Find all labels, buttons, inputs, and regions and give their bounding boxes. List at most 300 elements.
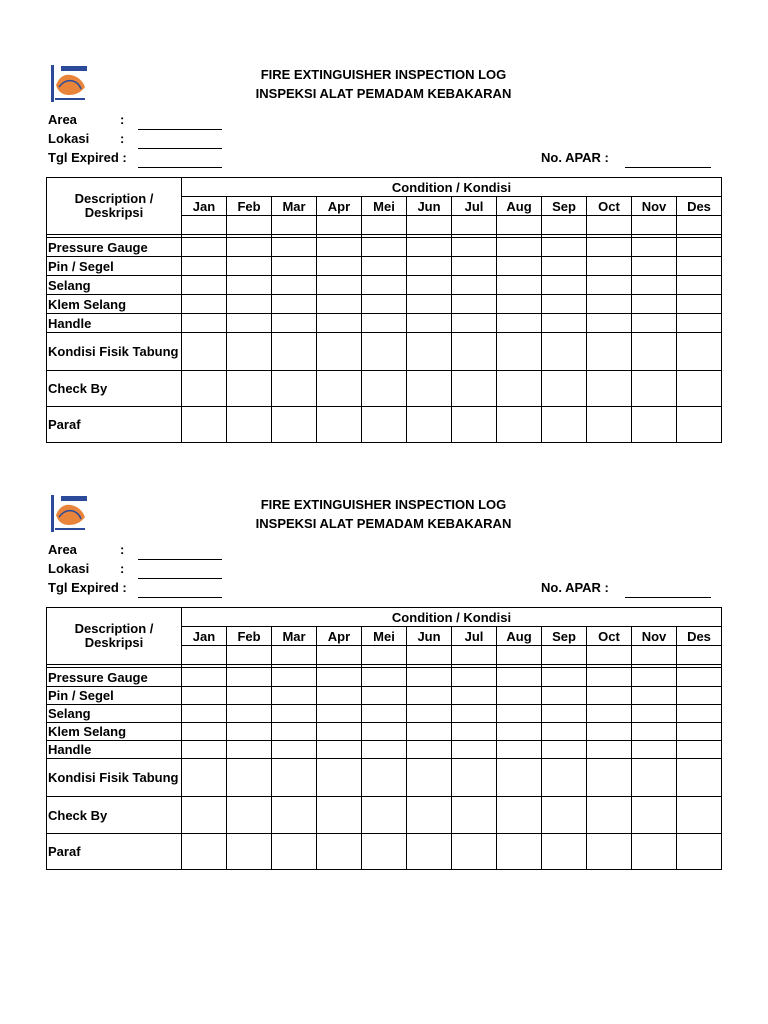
blank-cell[interactable] (587, 646, 632, 665)
check-cell[interactable] (587, 705, 632, 723)
check-cell[interactable] (632, 797, 677, 834)
check-cell[interactable] (272, 705, 317, 723)
check-cell[interactable] (497, 238, 542, 257)
check-cell[interactable] (227, 276, 272, 295)
check-cell[interactable] (452, 276, 497, 295)
check-cell[interactable] (362, 238, 407, 257)
check-cell[interactable] (542, 238, 587, 257)
check-cell[interactable] (542, 276, 587, 295)
check-cell[interactable] (497, 276, 542, 295)
check-cell[interactable] (542, 705, 587, 723)
lokasi-label: Lokasi (48, 131, 90, 146)
month-header-mei: Mei (362, 197, 407, 216)
table-row (47, 314, 722, 333)
area-label: Area (48, 542, 77, 557)
blank-cell[interactable] (362, 646, 407, 665)
check-cell[interactable] (407, 759, 452, 797)
blank-cell[interactable] (407, 646, 452, 665)
month-header-aug: Aug (497, 197, 542, 216)
month-header-des: Des (677, 197, 722, 216)
check-cell[interactable] (452, 797, 497, 834)
check-cell[interactable] (452, 834, 497, 870)
lokasi-field[interactable] (138, 148, 222, 149)
table-row (47, 276, 722, 295)
check-cell[interactable] (632, 687, 677, 705)
check-cell[interactable] (587, 687, 632, 705)
check-cell[interactable] (542, 371, 587, 407)
table-row (47, 333, 722, 371)
check-cell[interactable] (407, 687, 452, 705)
check-cell[interactable] (497, 295, 542, 314)
check-cell[interactable] (497, 759, 542, 797)
check-cell[interactable] (497, 371, 542, 407)
check-cell[interactable] (677, 295, 722, 314)
check-cell[interactable] (587, 238, 632, 257)
row-label: Klem Selang (47, 295, 182, 314)
check-cell[interactable] (317, 741, 362, 759)
row-label: Paraf (47, 407, 182, 443)
hand-logo-icon (51, 495, 88, 532)
check-cell[interactable] (452, 759, 497, 797)
month-header-jul: Jul (452, 197, 497, 216)
check-cell[interactable] (587, 668, 632, 687)
check-cell[interactable] (182, 238, 227, 257)
form-title-en: FIRE EXTINGUISHER INSPECTION LOG (260, 497, 507, 512)
check-cell[interactable] (182, 295, 227, 314)
check-cell[interactable] (317, 407, 362, 443)
table-row (47, 759, 722, 797)
blank-cell[interactable] (227, 646, 272, 665)
check-cell[interactable] (452, 371, 497, 407)
check-cell[interactable] (677, 668, 722, 687)
check-cell[interactable] (227, 333, 272, 371)
row-label: Paraf (47, 834, 182, 870)
check-cell[interactable] (227, 257, 272, 276)
blank-cell[interactable] (677, 216, 722, 235)
check-cell[interactable] (362, 668, 407, 687)
no-apar-label: No. APAR : (541, 580, 609, 595)
month-header-jun: Jun (407, 197, 452, 216)
check-cell[interactable] (542, 797, 587, 834)
check-cell[interactable] (452, 705, 497, 723)
check-cell[interactable] (587, 741, 632, 759)
table-row (47, 407, 722, 443)
check-cell[interactable] (182, 741, 227, 759)
no-apar-field[interactable] (625, 597, 711, 598)
check-cell[interactable] (632, 257, 677, 276)
check-cell[interactable] (407, 257, 452, 276)
area-field[interactable] (138, 129, 222, 130)
check-cell[interactable] (632, 333, 677, 371)
check-cell[interactable] (452, 668, 497, 687)
check-cell[interactable] (542, 314, 587, 333)
check-cell[interactable] (227, 797, 272, 834)
table-row (47, 668, 722, 687)
check-cell[interactable] (497, 797, 542, 834)
check-cell[interactable] (272, 238, 317, 257)
check-cell[interactable] (542, 741, 587, 759)
check-cell[interactable] (677, 834, 722, 870)
blank-cell[interactable] (407, 216, 452, 235)
check-cell[interactable] (272, 741, 317, 759)
check-cell[interactable] (632, 705, 677, 723)
row-label: Pressure Gauge (47, 238, 182, 257)
check-cell[interactable] (272, 295, 317, 314)
check-cell[interactable] (632, 371, 677, 407)
check-cell[interactable] (632, 276, 677, 295)
check-cell[interactable] (272, 407, 317, 443)
condition-header: Condition / Kondisi (182, 608, 722, 627)
check-cell[interactable] (317, 834, 362, 870)
check-cell[interactable] (587, 759, 632, 797)
row-label: Pressure Gauge (47, 668, 182, 687)
check-cell[interactable] (632, 295, 677, 314)
check-cell[interactable] (272, 333, 317, 371)
check-cell[interactable] (407, 668, 452, 687)
check-cell[interactable] (182, 705, 227, 723)
check-cell[interactable] (317, 371, 362, 407)
company-logo (51, 495, 88, 532)
check-cell[interactable] (587, 371, 632, 407)
blank-cell[interactable] (227, 216, 272, 235)
blank-cell[interactable] (632, 646, 677, 665)
check-cell[interactable] (542, 257, 587, 276)
check-cell[interactable] (272, 834, 317, 870)
check-cell[interactable] (317, 257, 362, 276)
check-cell[interactable] (272, 371, 317, 407)
check-cell[interactable] (587, 407, 632, 443)
tgl-expired-label: Tgl Expired : (48, 580, 127, 595)
check-cell[interactable] (362, 276, 407, 295)
check-cell[interactable] (452, 295, 497, 314)
month-header-feb: Feb (227, 627, 272, 646)
check-cell[interactable] (407, 371, 452, 407)
check-cell[interactable] (677, 687, 722, 705)
tgl-expired-field[interactable] (138, 597, 222, 598)
check-cell[interactable] (677, 759, 722, 797)
check-cell[interactable] (227, 238, 272, 257)
row-label: Selang (47, 705, 182, 723)
check-cell[interactable] (182, 668, 227, 687)
table-row (47, 705, 722, 723)
table-row (47, 295, 722, 314)
check-cell[interactable] (542, 834, 587, 870)
row-label: Klem Selang (47, 723, 182, 741)
check-cell[interactable] (227, 705, 272, 723)
check-cell[interactable] (407, 723, 452, 741)
condition-header: Condition / Kondisi (182, 178, 722, 197)
check-cell[interactable] (677, 276, 722, 295)
check-cell[interactable] (497, 257, 542, 276)
check-cell[interactable] (317, 797, 362, 834)
check-cell[interactable] (542, 687, 587, 705)
check-cell[interactable] (227, 407, 272, 443)
check-cell[interactable] (317, 705, 362, 723)
check-cell[interactable] (362, 687, 407, 705)
check-cell[interactable] (452, 723, 497, 741)
row-label: Kondisi Fisik Tabung (47, 759, 182, 797)
row-label: Check By (47, 371, 182, 407)
check-cell[interactable] (317, 333, 362, 371)
check-cell[interactable] (182, 276, 227, 295)
month-header-feb: Feb (227, 197, 272, 216)
check-cell[interactable] (587, 834, 632, 870)
table-row (47, 797, 722, 834)
tgl-expired-field[interactable] (138, 167, 222, 168)
month-header-oct: Oct (587, 197, 632, 216)
check-cell[interactable] (497, 741, 542, 759)
check-cell[interactable] (362, 705, 407, 723)
check-cell[interactable] (677, 741, 722, 759)
check-cell[interactable] (452, 257, 497, 276)
lokasi-colon: : (120, 561, 125, 576)
check-cell[interactable] (362, 295, 407, 314)
tgl-expired-label: Tgl Expired : (48, 150, 127, 165)
check-cell[interactable] (407, 834, 452, 870)
check-cell[interactable] (317, 723, 362, 741)
check-cell[interactable] (227, 668, 272, 687)
company-logo (51, 65, 88, 102)
check-cell[interactable] (407, 797, 452, 834)
check-cell[interactable] (452, 407, 497, 443)
check-cell[interactable] (587, 797, 632, 834)
area-field[interactable] (138, 559, 222, 560)
check-cell[interactable] (362, 314, 407, 333)
hand-logo-icon (51, 65, 88, 102)
check-cell[interactable] (497, 407, 542, 443)
description-header: Description / Deskripsi (47, 178, 182, 235)
check-cell[interactable] (677, 371, 722, 407)
check-cell[interactable] (497, 705, 542, 723)
check-cell[interactable] (227, 741, 272, 759)
check-cell[interactable] (227, 723, 272, 741)
check-cell[interactable] (362, 834, 407, 870)
month-header-oct: Oct (587, 627, 632, 646)
check-cell[interactable] (452, 314, 497, 333)
check-cell[interactable] (182, 314, 227, 333)
check-cell[interactable] (677, 238, 722, 257)
check-cell[interactable] (497, 687, 542, 705)
check-cell[interactable] (317, 276, 362, 295)
blank-cell[interactable] (497, 646, 542, 665)
no-apar-field[interactable] (625, 167, 711, 168)
check-cell[interactable] (272, 314, 317, 333)
check-cell[interactable] (632, 741, 677, 759)
blank-cell[interactable] (272, 646, 317, 665)
table-row (47, 741, 722, 759)
month-header-sep: Sep (542, 197, 587, 216)
check-cell[interactable] (632, 238, 677, 257)
month-header-jul: Jul (452, 627, 497, 646)
check-cell[interactable] (317, 314, 362, 333)
blank-cell[interactable] (542, 216, 587, 235)
check-cell[interactable] (362, 759, 407, 797)
check-cell[interactable] (497, 314, 542, 333)
form-title-id: INSPEKSI ALAT PEMADAM KEBAKARAN (255, 516, 512, 531)
check-cell[interactable] (632, 759, 677, 797)
blank-cell[interactable] (632, 216, 677, 235)
check-cell[interactable] (677, 723, 722, 741)
check-cell[interactable] (677, 797, 722, 834)
check-cell[interactable] (587, 295, 632, 314)
row-label: Selang (47, 276, 182, 295)
check-cell[interactable] (182, 371, 227, 407)
month-header-mei: Mei (362, 627, 407, 646)
month-header-aug: Aug (497, 627, 542, 646)
month-header-jan: Jan (182, 197, 227, 216)
table-row (47, 371, 722, 407)
month-header-jan: Jan (182, 627, 227, 646)
lokasi-label: Lokasi (48, 561, 90, 576)
check-cell[interactable] (497, 723, 542, 741)
month-header-nov: Nov (632, 197, 677, 216)
check-cell[interactable] (497, 668, 542, 687)
table-row (47, 687, 722, 705)
blank-cell[interactable] (272, 216, 317, 235)
check-cell[interactable] (227, 371, 272, 407)
row-label: Pin / Segel (47, 687, 182, 705)
table-row (47, 257, 722, 276)
blank-cell[interactable] (317, 646, 362, 665)
area-colon: : (120, 112, 125, 127)
check-cell[interactable] (272, 687, 317, 705)
check-cell[interactable] (587, 333, 632, 371)
check-cell[interactable] (182, 407, 227, 443)
check-cell[interactable] (272, 723, 317, 741)
check-cell[interactable] (407, 333, 452, 371)
check-cell[interactable] (632, 723, 677, 741)
month-header-jun: Jun (407, 627, 452, 646)
blank-cell[interactable] (452, 216, 497, 235)
check-cell[interactable] (182, 759, 227, 797)
month-header-apr: Apr (317, 197, 362, 216)
check-cell[interactable] (542, 407, 587, 443)
inspection-table (46, 177, 722, 443)
check-cell[interactable] (407, 238, 452, 257)
check-cell[interactable] (272, 257, 317, 276)
month-header-apr: Apr (317, 627, 362, 646)
form-title-en: FIRE EXTINGUISHER INSPECTION LOG (260, 67, 507, 82)
check-cell[interactable] (362, 797, 407, 834)
table-row (47, 238, 722, 257)
lokasi-field[interactable] (138, 578, 222, 579)
blank-cell[interactable] (182, 646, 227, 665)
check-cell[interactable] (497, 333, 542, 371)
blank-cell[interactable] (542, 646, 587, 665)
check-cell[interactable] (227, 314, 272, 333)
blank-cell[interactable] (452, 646, 497, 665)
check-cell[interactable] (227, 687, 272, 705)
check-cell[interactable] (587, 276, 632, 295)
check-cell[interactable] (317, 687, 362, 705)
month-header-sep: Sep (542, 627, 587, 646)
check-cell[interactable] (542, 723, 587, 741)
check-cell[interactable] (362, 741, 407, 759)
check-cell[interactable] (677, 705, 722, 723)
check-cell[interactable] (227, 759, 272, 797)
check-cell[interactable] (362, 371, 407, 407)
month-header-mar: Mar (272, 627, 317, 646)
check-cell[interactable] (227, 834, 272, 870)
check-cell[interactable] (272, 797, 317, 834)
check-cell[interactable] (407, 295, 452, 314)
check-cell[interactable] (362, 723, 407, 741)
blank-cell[interactable] (677, 646, 722, 665)
check-cell[interactable] (452, 741, 497, 759)
check-cell[interactable] (677, 314, 722, 333)
check-cell[interactable] (452, 333, 497, 371)
check-cell[interactable] (452, 687, 497, 705)
month-header-nov: Nov (632, 627, 677, 646)
check-cell[interactable] (587, 314, 632, 333)
table-row (47, 834, 722, 870)
check-cell[interactable] (497, 834, 542, 870)
check-cell[interactable] (632, 314, 677, 333)
row-label: Check By (47, 797, 182, 834)
check-cell[interactable] (182, 723, 227, 741)
check-cell[interactable] (677, 333, 722, 371)
lokasi-colon: : (120, 131, 125, 146)
check-cell[interactable] (362, 333, 407, 371)
check-cell[interactable] (677, 407, 722, 443)
check-cell[interactable] (227, 295, 272, 314)
check-cell[interactable] (407, 314, 452, 333)
check-cell[interactable] (272, 759, 317, 797)
blank-cell[interactable] (182, 216, 227, 235)
check-cell[interactable] (182, 797, 227, 834)
check-cell[interactable] (182, 333, 227, 371)
check-cell[interactable] (272, 276, 317, 295)
check-cell[interactable] (182, 257, 227, 276)
check-cell[interactable] (632, 668, 677, 687)
row-label: Pin / Segel (47, 257, 182, 276)
check-cell[interactable] (587, 723, 632, 741)
check-cell[interactable] (542, 759, 587, 797)
check-cell[interactable] (182, 834, 227, 870)
check-cell[interactable] (317, 295, 362, 314)
blank-cell[interactable] (362, 216, 407, 235)
no-apar-label: No. APAR : (541, 150, 609, 165)
check-cell[interactable] (317, 668, 362, 687)
table-row (47, 723, 722, 741)
description-header: Description / Deskripsi (47, 608, 182, 665)
area-label: Area (48, 112, 77, 127)
check-cell[interactable] (407, 741, 452, 759)
check-cell[interactable] (362, 407, 407, 443)
check-cell[interactable] (182, 687, 227, 705)
check-cell[interactable] (542, 668, 587, 687)
row-label: Handle (47, 741, 182, 759)
check-cell[interactable] (542, 295, 587, 314)
check-cell[interactable] (632, 834, 677, 870)
check-cell[interactable] (407, 407, 452, 443)
blank-cell[interactable] (497, 216, 542, 235)
check-cell[interactable] (677, 257, 722, 276)
blank-cell[interactable] (317, 216, 362, 235)
check-cell[interactable] (272, 668, 317, 687)
check-cell[interactable] (407, 276, 452, 295)
blank-cell[interactable] (587, 216, 632, 235)
check-cell[interactable] (317, 238, 362, 257)
check-cell[interactable] (632, 407, 677, 443)
check-cell[interactable] (587, 257, 632, 276)
month-header-des: Des (677, 627, 722, 646)
check-cell[interactable] (407, 705, 452, 723)
check-cell[interactable] (452, 238, 497, 257)
check-cell[interactable] (362, 257, 407, 276)
check-cell[interactable] (542, 333, 587, 371)
check-cell[interactable] (317, 759, 362, 797)
